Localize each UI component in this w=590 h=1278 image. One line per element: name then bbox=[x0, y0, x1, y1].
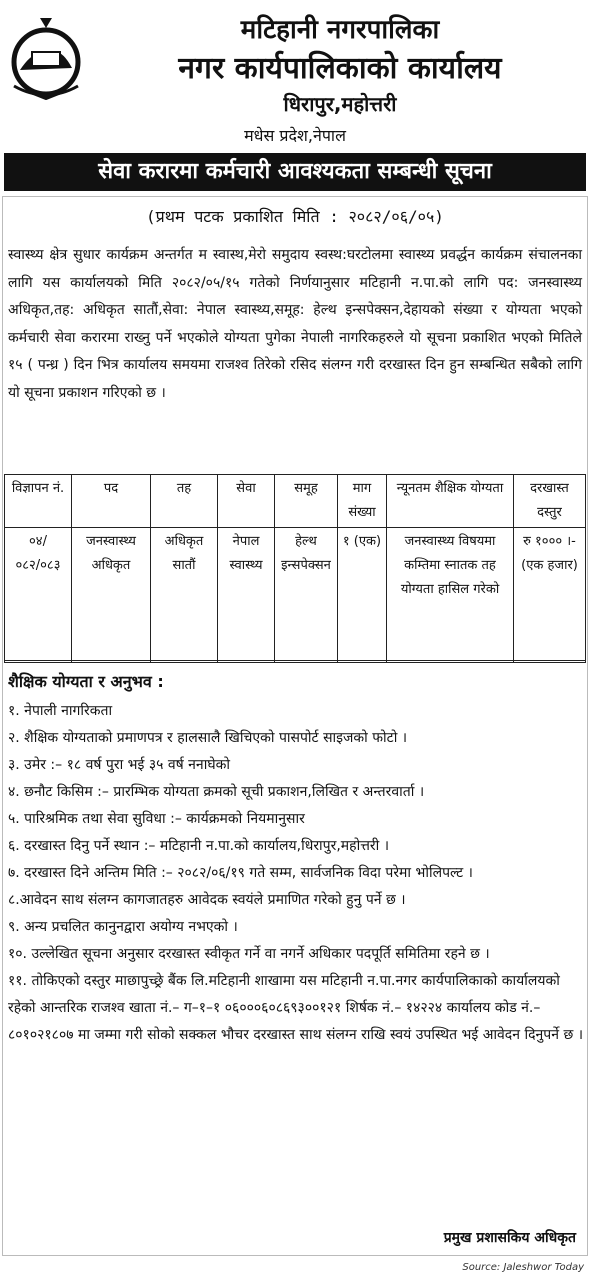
column-header: पद bbox=[72, 475, 151, 528]
column-header: माग संख्या bbox=[338, 475, 387, 528]
province-name: मधेस प्रदेश,नेपाल bbox=[244, 126, 346, 145]
list-item: १. नेपाली नागरिकता bbox=[8, 703, 113, 719]
intro-paragraph: स्वास्थ्य क्षेत्र सुधार कार्यक्रम अन्तर्गत म स्वास्थ,मेरो समुदाय स्वस्थ:घरटोलमा स्वास्थ्य प्रवर्द्धन कार्यक्रम संचालनका लागि यस कार्यालयको मिति २०८२/०५/१५ गतेको निर्णयानुसार मटिहानी न.पा.को लागि पद: जनस्वास्थ्य अधिकृत,तह: अधिकृत सातौं,सेवा: नेपाल स्वास्थ्य,समूह: हेल्थ इन्सपेक्सन,देहायको संख्या र योग्यता भएको कर्मचारी सेवा करारमा राख्नु पर्ने भएकोले योग्यता पुगेका नेपाली नागरिकहरुले यो सूचना प्रकाशित भएको मितिले १५ ( पन्ध्र ) दिन भित्र कार्यालय समयमा राजश्व तिरेको रसिद संलग्न गरी दरखास्त दिन हुन सम्बन्धित सबैको लागि यो सूचना प्रकाशन गरिएको छ । bbox=[8, 247, 582, 401]
column-header: न्यूनतम शैक्षिक योग्यता bbox=[387, 475, 514, 528]
office-address: धिरापुर,महोत्तरी bbox=[283, 92, 397, 116]
publication-date: (प्रथम पटक प्रकाशित मिति : २०८२/०६/०५) bbox=[146, 207, 444, 226]
list-item: ३. उमेर :– १८ वर्ष पुरा भई ३५ वर्ष ननाघेको bbox=[8, 757, 230, 773]
requirements-list bbox=[8, 698, 586, 1049]
column-header: सेवा bbox=[218, 475, 275, 528]
source-credit: Source: Jaleshwor Today bbox=[462, 1262, 584, 1273]
table-cell: नेपाल स्वास्थ्य bbox=[218, 528, 275, 663]
list-item: ६. दरखास्त दिनु पर्ने स्थान :– मटिहानी न.पा.को कार्यालय,धिरापुर,महोत्तरी । bbox=[8, 838, 390, 854]
table-cell: हेल्थ इन्सपेक्सन bbox=[275, 528, 338, 663]
list-item: ७. दरखास्त दिने अन्तिम मिति :– २०८२/०६/१९ गते सम्म, सार्वजनिक विदा परेमा भोलिपल्ट । bbox=[8, 865, 473, 881]
municipality-name: मटिहानी नगरपालिका bbox=[240, 15, 440, 45]
table-cell: ०४/ ०८२/०८३ bbox=[5, 528, 72, 663]
vacancy-table bbox=[4, 474, 586, 663]
table-cell: रु १००० ।- (एक हजार) bbox=[514, 528, 586, 663]
list-item: ९. अन्य प्रचलित कानुनद्वारा अयोग्य नभएको । bbox=[8, 919, 238, 935]
table-header-row bbox=[5, 475, 586, 528]
signature-title: प्रमुख प्रशासकिय अधिकृत bbox=[443, 1230, 576, 1246]
list-item: ४. छनौट किसिम :– प्रारम्भिक योग्यता क्रमको सूची प्रकाशन,लिखित र अन्तरवार्ता । bbox=[8, 784, 425, 800]
list-item: २. शैक्षिक योग्यताको प्रमाणपत्र र हालसालै खिचिएको पासपोर्ट साइजको फोटो । bbox=[8, 730, 408, 746]
column-header: तह bbox=[151, 475, 218, 528]
list-item: ५. पारिश्रमिक तथा सेवा सुविधा :– कार्यक्रमको नियमानुसार bbox=[8, 811, 305, 827]
column-header: दरखास्त दस्तुर bbox=[514, 475, 586, 528]
office-name: नगर कार्यपालिकाको कार्यालय bbox=[178, 51, 502, 86]
list-item: ११. तोकिएको दस्तुर माछापुच्छ्रे बैंक लि.मटिहानी शाखामा यस मटिहानी न.पा.नगर कार्यपालिकाको कार्यालयको रहेको आन्तरिक राजश्व खाता नं.– ग–१–१ ०६०००६०८६९३००१२१ शिर्षक नं.– १४२२४ कार्यालय कोड नं.– ८०१०२१८०७ मा जम्मा गरी सोको सक्कल भौचर दरखास्त साथ संलग्न राखि स्वयं उपस्थित भई आवेदन दिनुपर्ने छ । bbox=[8, 973, 584, 1043]
list-item: ८.आवेदन साथ संलग्न कागजातहरु आवेदक स्वयंले प्रमाणित गरेको हुनु पर्ने छ । bbox=[8, 892, 406, 908]
table-cell: जनस्वास्थ्य अधिकृत bbox=[72, 528, 151, 663]
column-header: विज्ञापन नं. bbox=[5, 475, 72, 528]
table-cell: १ (एक) bbox=[338, 528, 387, 663]
section-title: शैक्षिक योग्यता र अनुभव : bbox=[8, 672, 164, 691]
notice-title: सेवा करारमा कर्मचारी आवश्यकता सम्बन्धी सूचना bbox=[4, 153, 586, 191]
table-cell: जनस्वास्थ्य विषयमा कम्तिमा स्नातक तह योग्यता हासिल गरेको bbox=[387, 528, 514, 663]
table-row bbox=[5, 528, 586, 663]
list-item: १०. उल्लेखित सूचना अनुसार दरखास्त स्वीकृत गर्ने वा नगर्ने अधिकार पदपूर्ति समितिमा रहने छ । bbox=[8, 946, 490, 962]
section-divider bbox=[4, 660, 586, 661]
nepal-government-emblem-icon bbox=[6, 12, 86, 100]
column-header: समूह bbox=[275, 475, 338, 528]
table-cell: अधिकृत सातौं bbox=[151, 528, 218, 663]
